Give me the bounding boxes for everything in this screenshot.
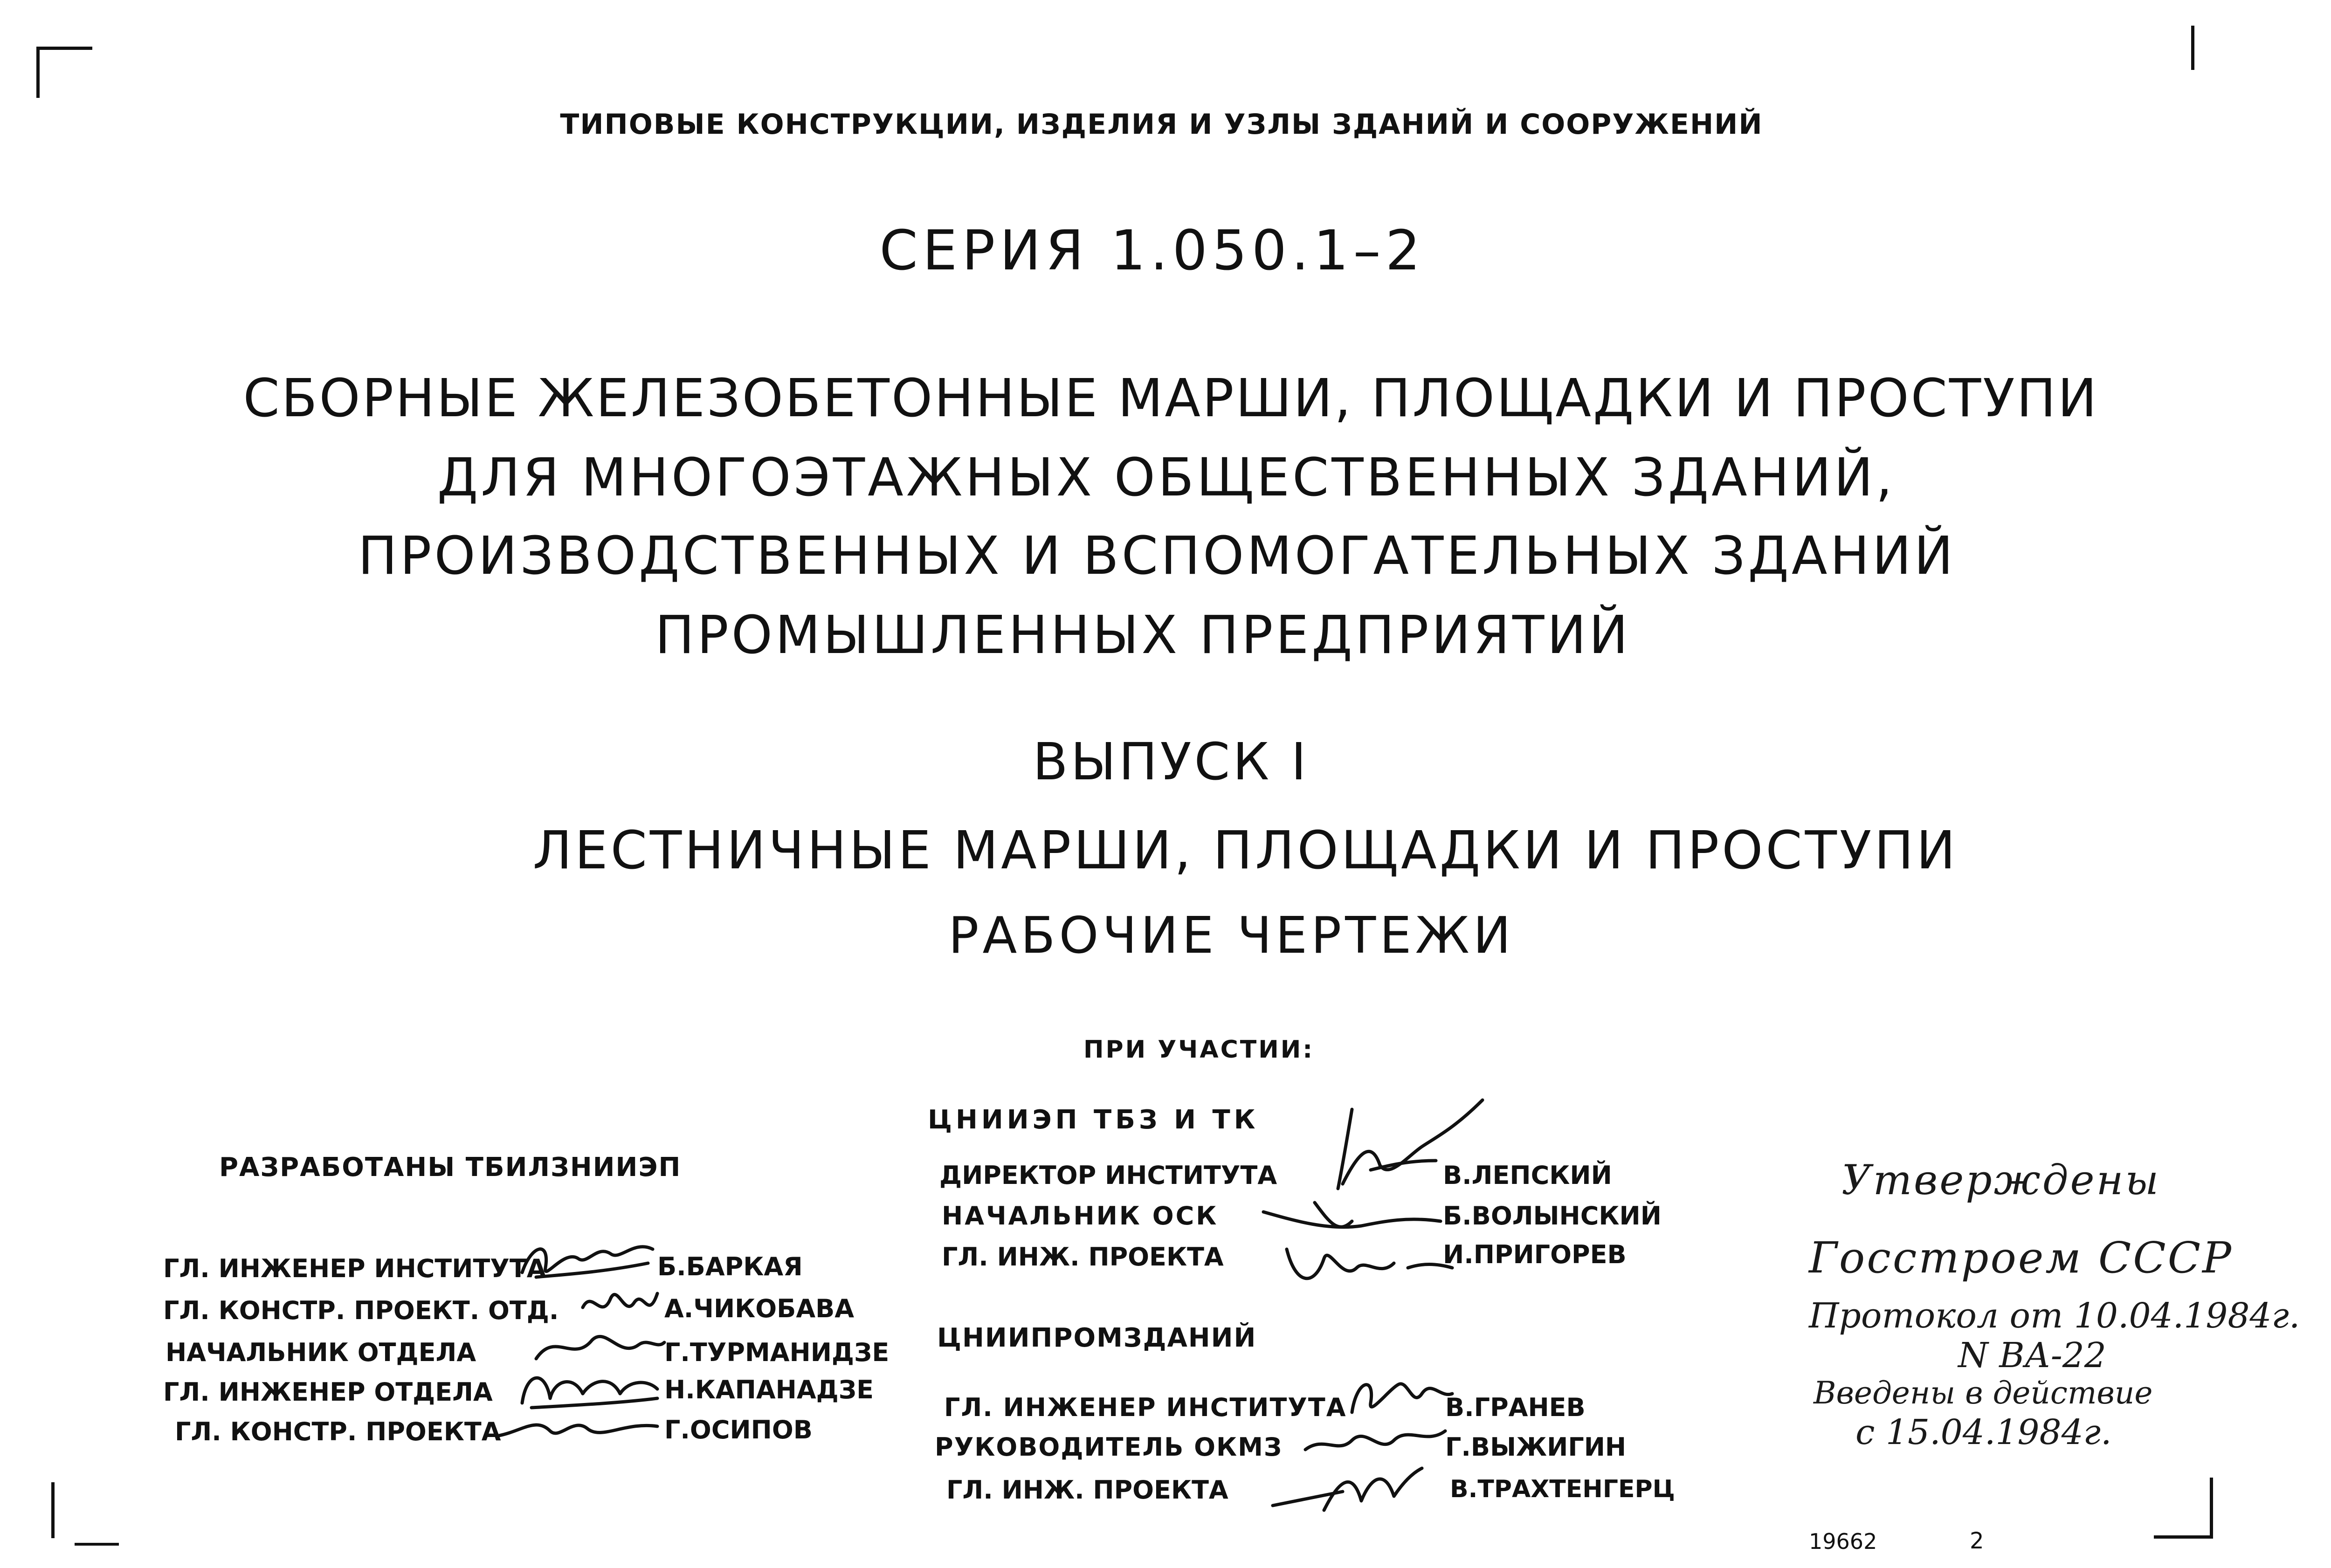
approval-line-1: Утверждены [1841,1156,2161,1204]
corner-mark-top-right-v [2191,26,2194,70]
org2-role-1: ГЛ. ИНЖЕНЕР ИНСТИТУТА [944,1393,1347,1422]
developer-role-2: ГЛ. КОНСТР. ПРОЕКТ. ОТД. [163,1296,559,1325]
document-type: РАБОЧИЕ ЧЕРТЕЖИ [948,907,1515,965]
org1-role-1: ДИРЕКТОР ИНСТИТУТА [939,1161,1277,1190]
corner-mark-top-left-v [36,47,40,98]
developer-role-3: НАЧАЛЬНИК ОТДЕЛА [166,1338,476,1367]
corner-mark-bottom-left-v [51,1482,55,1538]
corner-mark-bottom-right-h [2154,1535,2213,1539]
developer-role-4: ГЛ. ИНЖЕНЕР ОТДЕЛА [163,1377,493,1407]
approval-line-2: Госстроем СССР [1809,1233,2233,1283]
org2-role-2: РУКОВОДИТЕЛЬ ОКМЗ [935,1432,1283,1462]
title-line-1: СБОРНЫЕ ЖЕЛЕЗОБЕТОННЫЕ МАРШИ, ПЛОЩАДКИ И ПРОСТУПИ [243,368,2099,429]
org1-name-2: Б.ВОЛЫНСКИЙ [1443,1201,1662,1231]
series-title: СЕРИЯ 1.050.1–2 [879,218,1425,282]
title-line-2: ДЛЯ МНОГОЭТАЖНЫХ ОБЩЕСТВЕННЫХ ЗДАНИЙ, [437,447,1896,508]
corner-mark-bottom-right-v [2210,1478,2213,1538]
org1-role-3: ГЛ. ИНЖ. ПРОЕКТА [942,1242,1224,1272]
footer-page-number: 2 [1970,1528,1984,1554]
approval-line-6: с 15.04.1984г. [1855,1412,2112,1452]
developer-role-1: ГЛ. ИНЖЕНЕР ИНСТИТУТА [163,1254,546,1283]
approval-line-3: Протокол от 10.04.1984г. [1809,1296,2300,1336]
title-line-4: ПРОМЫШЛЕННЫХ ПРЕДПРИЯТИЙ [655,605,1631,666]
org2-name-2: Г.ВЫЖИГИН [1445,1432,1627,1462]
header-category: ТИПОВЫЕ КОНСТРУКЦИИ, ИЗДЕЛИЯ И УЗЛЫ ЗДАНИЙ И СООРУЖЕНИЙ [560,108,1763,141]
org1-label: ЦНИИЭП ТБЗ И ТК [928,1105,1259,1135]
corner-mark-bottom-left-h [75,1543,119,1546]
approval-line-4: N ВА-22 [1958,1335,2106,1375]
signature-lepsky [1315,1091,1492,1198]
developer-name-1: Б.БАРКАЯ [657,1252,803,1281]
participation-label: ПРИ УЧАСТИИ: [1083,1036,1315,1064]
signature-trakhtengerts [1268,1459,1427,1520]
signature-prigorev [1277,1231,1455,1296]
org2-name-1: В.ГРАНЕВ [1445,1393,1586,1422]
org2-label: ЦНИИПРОМЗДАНИЙ [937,1323,1257,1353]
developer-role-5: ГЛ. КОНСТР. ПРОЕКТА [175,1417,501,1446]
org2-name-3: В.ТРАХТЕНГЕРЦ [1450,1475,1675,1503]
org1-name-3: И.ПРИГОРЕВ [1443,1240,1627,1269]
signature-osipov [494,1403,662,1450]
org2-role-3: ГЛ. ИНЖ. ПРОЕКТА [946,1475,1228,1505]
issue-subtitle: ЛЕСТНИЧНЫЕ МАРШИ, ПЛОЩАДКИ И ПРОСТУПИ [532,820,1959,881]
issue-number: ВЫПУСК I [1033,732,1309,791]
org1-name-1: В.ЛЕПСКИЙ [1443,1161,1612,1190]
developer-name-2: А.ЧИКОБАВА [664,1294,855,1323]
org1-role-2: НАЧАЛЬНИК ОСК [942,1201,1219,1231]
corner-mark-top-left-h [36,47,92,50]
signature-granev [1343,1366,1455,1422]
approval-line-5: Введены в действие [1814,1375,2153,1411]
footer-code: 19662 [1809,1529,1877,1554]
title-line-3: ПРОИЗВОДСТВЕННЫХ И ВСПОМОГАТЕЛЬНЫХ ЗДАНИЙ [358,526,1956,586]
developer-name-5: Г.ОСИПОВ [664,1415,813,1444]
signature-vyzhigin [1301,1417,1450,1464]
developer-label: РАЗРАБОТАНЫ ТБИЛЗНИИЭП [219,1152,682,1183]
developer-name-4: Н.КАПАНАДЗЕ [664,1375,874,1404]
developer-name-3: Г.ТУРМАНИДЗЕ [664,1338,890,1367]
